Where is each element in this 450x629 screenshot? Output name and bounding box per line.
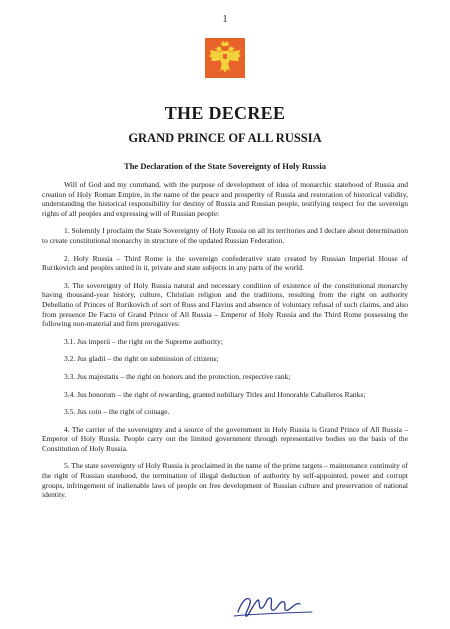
prerogative-3-2: 3.2. Jus gladii – the right on submission of citizens;: [64, 354, 219, 364]
prerogative-3-5: 3.5. Jus coin – the right of coinage.: [64, 407, 170, 417]
article-4-paragraph: 4. The carrier of the sovereignty and a source of the government in Holy Russia is Grand Prince of All Russia – Emperor of Holy Russia. People carry out the limited government through representative bodies on the basis of the Constitution of Holy Russia.: [42, 424, 408, 453]
signature: [232, 592, 314, 620]
declaration-heading: The Declaration of the State Sovereignty of Holy Russia: [124, 161, 326, 171]
preamble-paragraph: Will of God and my command, with the purpose of development of idea of monarchic statehood of Russia and creation of Holy Roman Empire, in the name of the peace and prosperity of Russia and restoration of historical validity, understanding the historical responsibility for destiny of Russia and Russian people, testifying respect for the sovereign rights of all peoples and expressing will of Russian people:: [42, 180, 408, 218]
article-3-paragraph: 3. The sovereignty of Holy Russia natural and necessary condition of existence of the constitutional monarchy having thousand-year history, culture, Christian religion and the traditions, resulting from the right on authority Debellatio of Princes of Rurikovich of sort of Russ and Flavius and absence of voluntary refusal of such claims, and also from presence De Facto of Grand Prince of All Russia – Emperor of Holy Russia and the Third Rome possessing the following non-material and firm prerogatives:: [42, 280, 408, 329]
document-title: THE DECREE: [164, 103, 286, 123]
prerogative-3-3: 3.3. Jus majestatis – the right on honors and the protection, respective rank;: [64, 371, 291, 381]
double-headed-eagle-icon: [205, 38, 245, 78]
article-1-paragraph: 1. Solemnly I proclaim the State Sovereignty of Holy Russia on all its territories and I declare about determination to create constitutional monarchy in structure of the updated Russian Federation.: [42, 226, 408, 245]
page-number: 1: [222, 14, 228, 25]
emblem: [205, 38, 245, 78]
document-subtitle: GRAND PRINCE OF ALL RUSSIA: [128, 131, 322, 145]
article-5-paragraph: 5. The state sovereignty of Holy Russia is proclaimed in the name of the prime targets – maintenance continuity of the right of Russian statehood, the termination of illegal deduction of authority by self-appointed, power and corrupt groups, infringement of inalienable laws of people on free development of Russian culture and preservation of national identity.: [42, 461, 408, 500]
decree-body: [42, 180, 408, 508]
article-2-paragraph: 2. Holy Russia – Third Rome is the sovereign confederative state created by Russian Imperial House of Rurikovich and peoples united in it, private and state subjects in any parts of the world.: [42, 253, 408, 273]
handwritten-signature-icon: [232, 592, 314, 620]
prerogative-3-1: 3.1. Jus imperii – the right on the Supreme authority;: [64, 336, 223, 346]
prerogative-3-4: 3.4. Jus honorum – the right of rewarding, granted nobiliary Titles and Honorable Caballeros Ranks;: [64, 389, 366, 399]
